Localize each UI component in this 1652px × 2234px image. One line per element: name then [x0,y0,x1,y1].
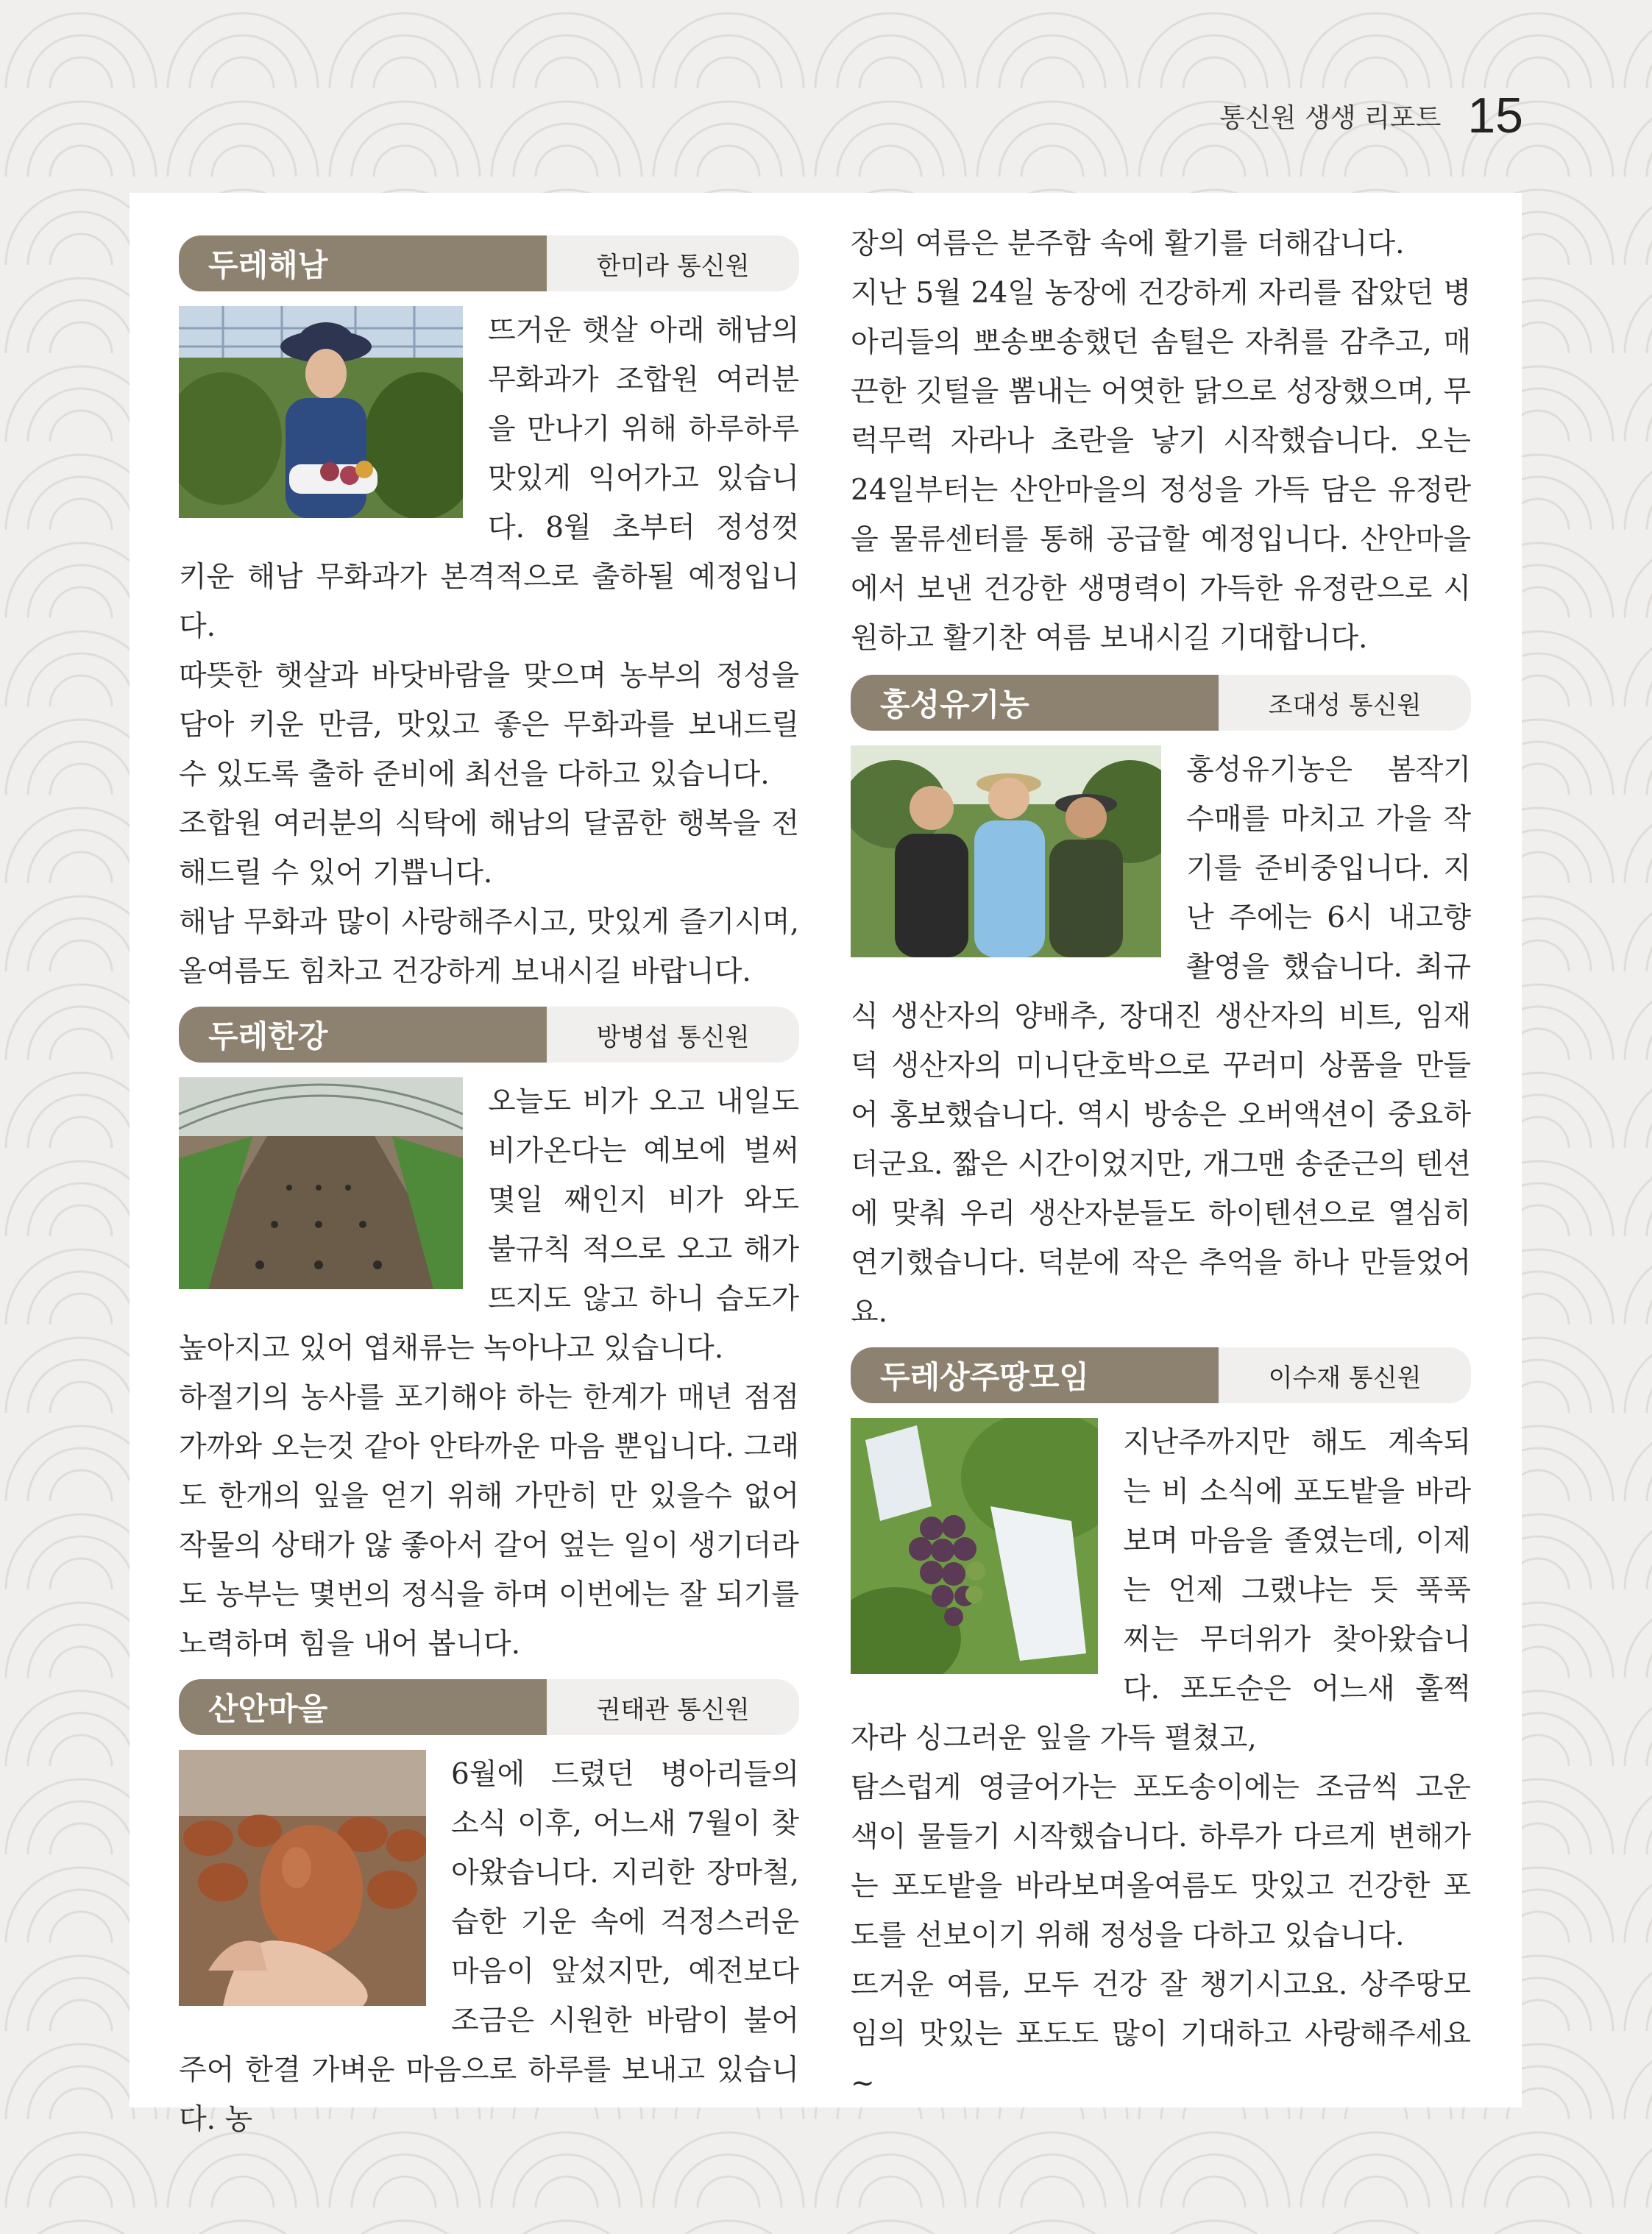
paragraph: 지난 5월 24일 농장에 건강하게 자리를 잡았던 병아리들의 뽀송뽀송했던 솜털은 자취를 감추고, 매끈한 깃털을 뽐내는 어엿한 닭으로 성장했으며, 무럭무럭 자라나 초란을 낳기 시작했습니다. 오는 24일부터는 산안마을의 정성을 가득 담은 유정란을 물류센터를 통해 공급할 예정입니다. 산안마을에서 보낸 건강한 생명력이 가득한 유정란으로 시원하고 활기찬 여름 보내시길 기대합니다. [851,277,1471,655]
article-body-sanan [179,1750,799,2144]
article-author: 이수재 통신원 [1219,1347,1471,1403]
photo-three-people [851,745,1161,957]
article-header-sanan [179,1679,799,1735]
right-column [851,193,1471,2108]
article-header-haenam [179,235,799,291]
content-panel [130,193,1522,2136]
article-body-hongseong [851,745,1471,1337]
article-title: 두레상주땅모임 [851,1347,1219,1403]
article-title: 홍성유기농 [851,675,1219,731]
article-body-haenam [179,306,799,996]
article-author: 조대성 통신원 [1219,675,1471,731]
paragraph: 오늘도 비가 오고 내일도 비가온다는 예보에 벌써 몇일 째인지 비가 와도 불규칙 적으로 오고 해가 뜨지도 않고 하니 습도가 높아지고 있어 엽채류는 녹아나고 있습니다. [179,1085,799,1365]
page-header [1219,82,1523,149]
article-author: 방병섭 통신원 [547,1007,799,1063]
article-body-sangju [851,1418,1471,2108]
article-title: 산안마을 [179,1679,547,1735]
photo-greenhouse-field [179,1077,463,1289]
article-title: 두레한강 [179,1007,547,1063]
article-body-hangang [179,1077,799,1669]
article-author: 한미라 통신원 [547,235,799,291]
photo-egg-hand [179,1750,426,2006]
article-header-sangju [851,1347,1471,1403]
article-header-hongseong [851,675,1471,731]
article-title: 두레해남 [179,235,547,291]
paragraph: 6월에 드렸던 병아리들의 소식 이후, 어느새 7월이 찾아왔습니다. 지리한 장마철, 습한 기운 속에 걱정스러운 마음이 앞섰지만, 예전보다 조금은 시원한 바람이 불어주어 한결 가벼운 마음으로 하루를 보내고 있습니다. 농 [179,1758,799,2136]
paragraph: 지난주까지만 해도 계속되는 비 소식에 포도밭을 바라보며 마음을 졸였는데, 이제는 언제 그랬냐는 듯 푹푹 찌는 무더위가 찾아왔습니다. 포도순은 어느새 훌쩍 자라 싱그러운 잎을 가득 펼쳤고, [851,1426,1471,1755]
section-label: 통신원 생생 리포트 [1219,102,1442,133]
photo-fig-farmer [179,306,463,518]
article-author: 권태관 통신원 [547,1679,799,1735]
paragraph: 뜨거운 여름, 모두 건강 잘 챙기시고요. 상주땅모임의 맛있는 포도도 많이 기대하고 사랑해주세요~ [851,1968,1471,2100]
article-body-sanan-continued [851,219,1471,663]
article-header-hangang [179,1007,799,1063]
paragraph: 조합원 여러분의 식탁에 해남의 달콤한 행복을 전해드릴 수 있어 기쁩니다. [179,807,799,890]
paragraph: 홍성유기농은 봄작기 수매를 마치고 가을 작기를 준비중입니다. 지난 주에는 6시 내고향 촬영을 했습니다. 최규식 생산자의 양배추, 장대진 생산자의 비트, 임재덕 생산자의 미니단호박으로 꾸러미 상품을 만들어 홍보했습니다. 역시 방송은 오버액션이 중요하더군요. 짧은 시간이었지만, 개그맨 송준근의 텐션에 맞춰 우리 생산자분들도 하이텐션으로 열심히 연기했습니다. 덕분에 작은 추억을 하나 만들었어요. [851,753,1471,1329]
paragraph: 따뜻한 햇살과 바닷바람을 맞으며 농부의 정성을 담아 키운 만큼, 맛있고 좋은 무화과를 보내드릴 수 있도록 출하 준비에 최선을 다하고 있습니다. [179,659,799,791]
paragraph: 장의 여름은 분주함 속에 활기를 더해갑니다. [851,227,1405,260]
paragraph: 뜨거운 햇살 아래 해남의 무화과가 조합원 여러분을 만나기 위해 하루하루 맛있게 익어가고 있습니다. 8월 초부터 정성껏 키운 해남 무화과가 본격적으로 출하될 예정입니다. [179,314,799,643]
photo-grapes [851,1418,1098,1674]
paragraph: 하절기의 농사를 포기해야 하는 한계가 매년 점점 가까와 오는것 같아 안타까운 마음 뿐입니다. 그래도 한개의 잎을 얻기 위해 가만히 만 있을수 없어 작물의 상태가 않 좋아서 갈어 엎는 일이 생기더라도 농부는 몇번의 정식을 하며 이번에는 잘 되기를 노력하며 힘을 내어 봅니다. [179,1381,799,1661]
paragraph: 해남 무화과 많이 사랑해주시고, 맛있게 즐기시며, 올여름도 힘차고 건강하게 보내시길 바랍니다. [179,906,799,988]
left-column [179,193,799,2144]
paragraph: 탐스럽게 영글어가는 포도송이에는 조금씩 고운 색이 물들기 시작했습니다. 하루가 다르게 변해가는 포도밭을 바라보며올여름도 맛있고 건강한 포도를 선보이기 위해 정성을 다하고 있습니다. [851,1771,1471,1952]
page-number: 15 [1467,88,1523,143]
